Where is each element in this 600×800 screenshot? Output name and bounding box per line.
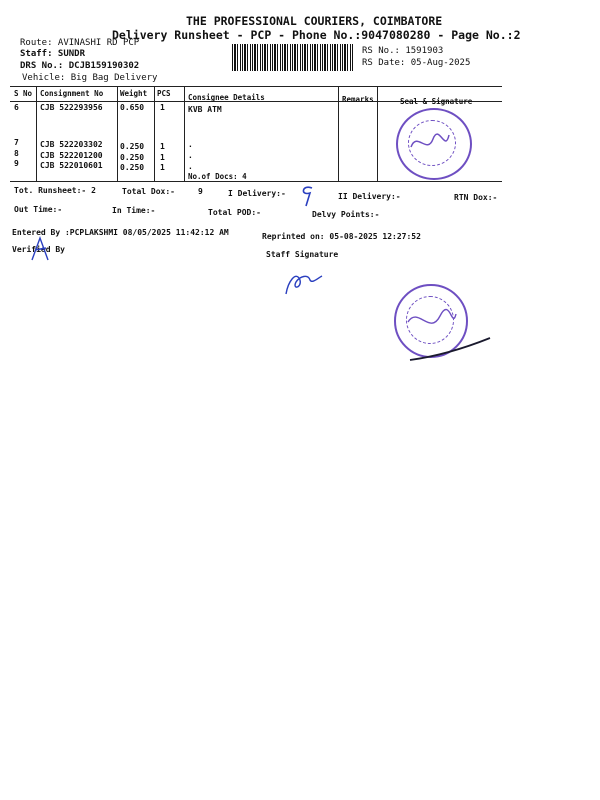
table-row-sno: 8 (14, 149, 19, 158)
staff-label: Staff: SUNDR (20, 49, 86, 59)
table-bottom-border (10, 181, 502, 182)
drs-number: DRS No.: DCJB159190302 (20, 61, 140, 71)
col-divider (117, 86, 118, 181)
barcode (232, 44, 354, 71)
col-header-sno: S No (14, 89, 33, 98)
table-top-border (10, 86, 502, 87)
ii-delivery-label: II Delivery:- (338, 192, 401, 201)
table-row-pcs: 1 (160, 142, 165, 151)
col-header-consignee: Consignee Details (188, 93, 265, 102)
staff-signature-label: Staff Signature (266, 250, 339, 259)
table-row-sno: 6 (14, 103, 19, 112)
runsheet-subtitle: Delivery Runsheet - PCP - Phone No.:9047080280 - Page No.:2 (112, 28, 521, 42)
col-header-remarks: Remarks (342, 95, 374, 104)
table-row-consignee: . (188, 151, 193, 160)
table-row-sno: 7 (14, 138, 19, 147)
table-row-consignment: CJB 522010601 (40, 161, 103, 170)
total-dox-value: 9 (198, 187, 203, 196)
docs-count: No.of Docs: 4 (188, 172, 247, 181)
table-row-weight: 0.250 (120, 153, 145, 162)
table-row-consignment: CJB 522201200 (40, 151, 103, 160)
table-row-pcs: 1 (160, 103, 165, 112)
table-row-consignment: CJB 522293956 (40, 103, 103, 112)
col-divider (36, 86, 37, 181)
staff-signature-icon (282, 262, 326, 298)
out-time-label: Out Time:- (14, 205, 63, 214)
col-divider (338, 86, 339, 181)
table-row-weight: 0.250 (120, 163, 145, 172)
total-dox-label: Total Dox:- (122, 187, 175, 196)
company-title: THE PROFESSIONAL COURIERS, COIMBATORE (186, 14, 443, 28)
table-row-pcs: 1 (160, 163, 165, 172)
table-row-weight: 0.250 (120, 142, 145, 151)
col-header-seal: Seal & Signature (400, 97, 473, 106)
verified-signature-icon (28, 234, 54, 264)
handwritten-nine-icon (298, 182, 318, 208)
col-divider (154, 86, 155, 181)
i-delivery-label: I Delivery:- (228, 189, 286, 198)
tot-runsheet: Tot. Runsheet:- 2 (14, 186, 96, 195)
vehicle-label: Vehicle: Big Bag Delivery (22, 73, 158, 83)
seal-signature-icon (405, 125, 455, 165)
col-header-weight: Weight (120, 89, 148, 98)
verified-by: Verified By (12, 245, 65, 254)
col-divider (184, 86, 185, 181)
col-header-consignment: Consignment No (40, 89, 104, 98)
route-label: Route: AVINASHI RD PCP (20, 38, 140, 48)
table-row-consignee: KVB ATM (188, 105, 222, 114)
entered-by: Entered By :PCPLAKSHMI 08/05/2025 11:42:12 AM (12, 228, 229, 237)
table-row-consignment: CJB 522203302 (40, 140, 103, 149)
stamp-signature-icon (400, 296, 580, 366)
delvy-points-label: Delvy Points:- (312, 210, 380, 219)
table-row-consignee: . (188, 162, 193, 171)
rs-date: RS Date: 05-Aug-2025 (362, 58, 471, 68)
in-time-label: In Time:- (112, 206, 156, 215)
rtn-dox-label: RTN Dox:- (454, 193, 498, 202)
rs-number: RS No.: 1591903 (362, 46, 444, 56)
col-header-pcs: PCS (157, 89, 171, 98)
table-row-sno: 9 (14, 159, 19, 168)
table-row-pcs: 1 (160, 153, 165, 162)
total-pod-label: Total POD:- (208, 208, 261, 217)
table-row-consignee: . (188, 140, 193, 149)
col-divider (377, 86, 378, 181)
reprinted-on: Reprinted on: 05-08-2025 12:27:52 (262, 232, 421, 241)
table-row-weight: 0.650 (120, 103, 145, 112)
